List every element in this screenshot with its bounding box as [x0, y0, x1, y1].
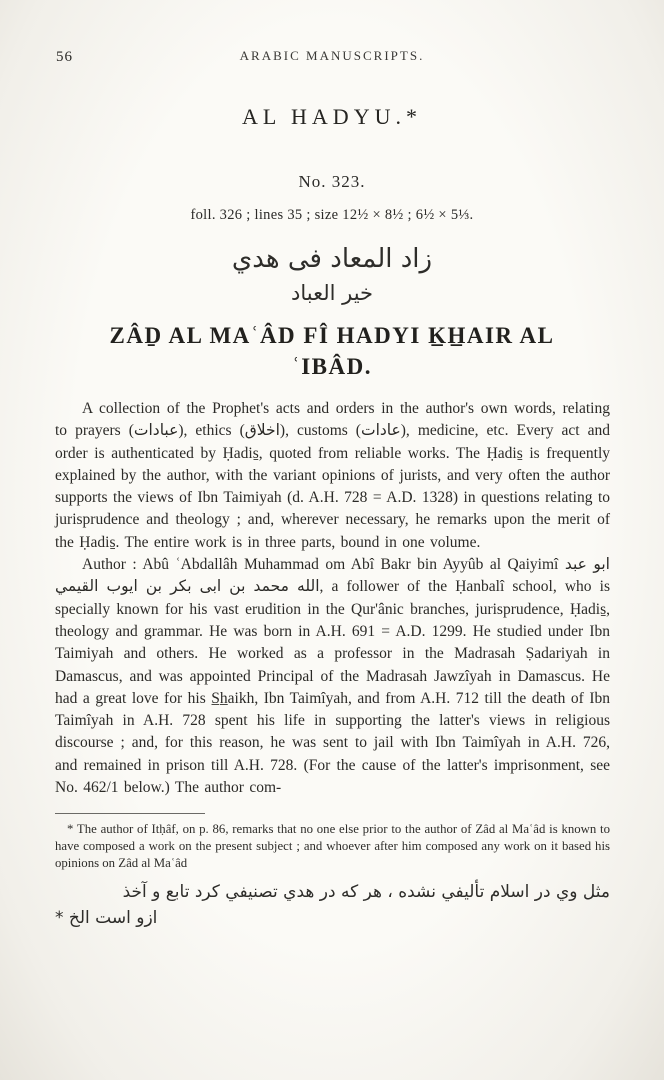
body-text	[0, 398, 664, 799]
page-number: 56	[56, 49, 73, 65]
arabic-title-line2: خير العباد	[290, 281, 374, 305]
entry-title: AL HADYU.*	[242, 104, 422, 129]
transliterated-title-line2: ʿIBÂD.	[292, 354, 372, 379]
author-paragraph: Author : Abû ʿAbdallâh Muhammad om Abî Bakr bin Ayyûb al Qaiyimî ابو عبد الله محمد بن ابى بكر بن ايوب القيمي, a follower of the Ḥanbalî school, who is specially known for his vast erudition in the Qur'ânic branches, jurisprudence, Ḥadis̱, theology and grammar. He was born in A.H. 691 = A.D. 1299. He studied under Ibn Taimiyah and others. He worked as a professor in the Madrasah Ṣadariyah in Damascus, and was appointed Principal of the Madrasah Jawzîyah in Damascus. He had a great love for his S̲h̲aikh, Ibn Taimîyah, and from A.H. 712 till the death of Ibn Taimîyah in A.H. 728 spent his life in supporting the latter's views in religious discourse ; and, for this reason, he was sent to jail with Ibn Taimîyah in A.H. 726, and remained in prison till A.H. 728. (For the cause of the latter's imprisonment, see No. 462/1 below.) The author com-	[55, 556, 611, 797]
footnote-arabic-line1: مثل وي در اسلام تأليفي نشده ، هر كه در هدي تصنيفي كرد تابع و آخذ	[122, 881, 610, 902]
collation-line: foll. 326 ; lines 35 ; size 12½ × 8½ ; 6½ × 5⅓.	[190, 207, 474, 223]
footnote-rule	[55, 813, 205, 814]
page-header	[0, 48, 664, 66]
footnote-arabic-line2: ازو است الخ *	[55, 907, 158, 928]
description-paragraph: A collection of the Prophet's acts and orders in the author's own words, relating to prayers (عبادات), ethics (اخلاق), customs (عادات), medicine, etc. Every act and order is authenticated by Ḥadis̱, quoted from reliable works. The Ḥadis̱ is frequently explained by the author, with the variant opinions of jurists, and very often the author supports the views of Ibn Taimiyah (d. A.H. 728 = A.D. 1328) in questions relating to jurisprudence and theology ; and, wherever necessary, he remarks upon the merit of the Ḥadis̱. The entire work is in three parts, bound in one volume.	[55, 400, 610, 551]
arabic-title-line1: زاد المعاد فى هدي	[231, 244, 433, 274]
entry-number: No. 323.	[298, 172, 366, 191]
footnote-text: * The author of Itḥâf, on p. 86, remarks that no one else prior to the author of Zâd al Maʿâd is known to have composed a work on the present subject ; and whoever after him composed any work on it based his opinions on Zâd al Maʿâd	[55, 822, 610, 870]
running-header: ARABIC MANUSCRIPTS.	[239, 48, 425, 63]
transliterated-title	[40, 320, 624, 382]
transliterated-title-line1: ZÂḎ AL MAʿÂD FÎ HADYI K̲H̲AIR AL	[109, 323, 555, 348]
